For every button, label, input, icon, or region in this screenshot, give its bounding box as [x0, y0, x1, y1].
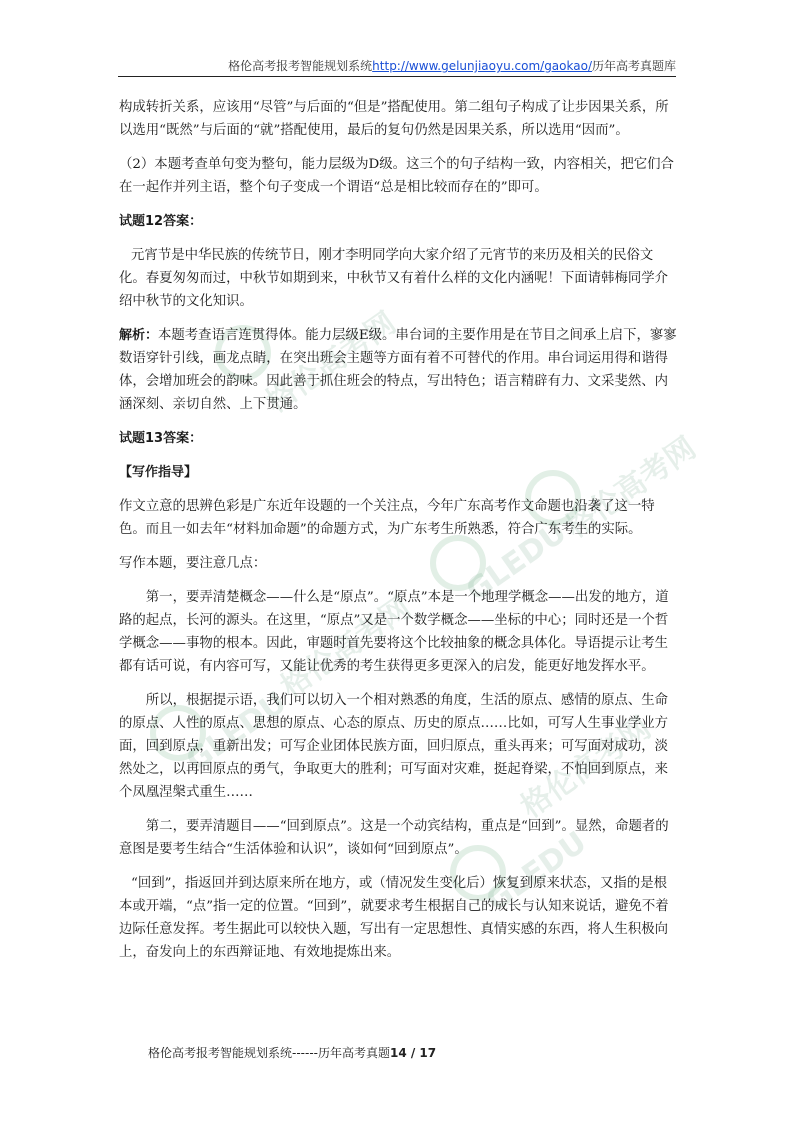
paragraph: 元宵节是中华民族的传统节日，刚才李明同学向大家介绍了元宵节的来历及相关的民俗文化。春夏匆匆而过，中秋节如期到来，中秋节又有着什么样的文化内涵呢！下面请韩梅同学介绍中秋节的文化知识。 [119, 248, 669, 309]
analysis-text: 本题考查语言连贯得体。能力层级E级。串台词的主要作用是在节目之间承上启下，寥寥数语穿针引线，画龙点睛，在突出班会主题等方面有着不可替代的作用。串台词运用得和谐得体，会增加班会的韵味。因此善于抓住班会的特点，写出特色；语言精辟有力、文采斐然、内涵深刻、亲切自然、上下贯通。 [119, 328, 677, 412]
analysis-label: 解析： [119, 328, 159, 343]
paragraph: 所以，根据提示语，我们可以切入一个相对熟悉的角度，生活的原点、感情的原点、生命的原点、人性的原点、思想的原点、心态的原点、历史的原点……比如，可写人生事业学业方面，回到原点，重新出发；可写企业团体民族方面，回归原点，重头再来；可写面对成功，淡然处之，以再回原点的勇气，争取更大的胜利；可写面对灾难，挺起脊梁，不怕回到原点，来个凤凰涅槃式重生…… [119, 693, 669, 800]
paragraph: “回到”，指返回并到达原来所在地方，或（情况发生变化后）恢复到原来状态，又指的是根本或开端，“点”指一定的位置。“回到”，就要求考生根据自己的成长与认知来说话，避免不着边际任意发挥。考生据此可以较快入题，写出有一定思想性、真情实感的东西，将人生积极向上，奋发向上的东西辩证地、有效地提炼出来。 [119, 876, 669, 960]
watermark-text: 格伦高考网 [514, 710, 658, 826]
watermark-latin: GLEDU [480, 824, 594, 919]
section-heading-guide: 【写作指导】 [119, 465, 198, 480]
paragraph: 第一，要弄清楚概念——什么是“原点”。“原点”本是一个地理学概念——出发的地方，道路的起点，长河的源头。在这里，“原点”又是一个数学概念——坐标的中心；同时还是一个哲学概念——事物的根本。因此，审题时首先要将这个比较抽象的概念具体化。导语提示让考生都有话可说，有内容可写，又能让优秀的考生获得更多更深入的启发，能更好地发挥水平。 [119, 590, 669, 674]
paragraph: 作文立意的思辨色彩是广东近年设题的一个关注点，今年广东高考作文命题也沿袭了这一特色。而且一如去年“材料加命题”的命题方式，为广东考生所熟悉，符合广东考生的实际。 [119, 499, 655, 537]
page-header [118, 58, 676, 74]
page-footer [148, 1044, 436, 1061]
watermark-text: 格伦高考网 [559, 430, 703, 546]
footer-text: 格伦高考报考智能规划系统------历年高考真题 [148, 1046, 390, 1060]
paragraph: 写作本题，要注意几点： [119, 556, 267, 571]
header-title: 格伦高考报考智能规划系统 [228, 59, 373, 73]
paragraph: 构成转折关系，应该用“尽管”与后面的“但是”搭配使用。第二组句子构成了让步因果关系，所以选用“既然”与后面的“就”搭配使用，最后的复句仍然是因果关系，所以选用“因而”。 [119, 100, 669, 138]
header-subtitle: 历年高考真题库 [591, 59, 676, 73]
watermark-latin: GLEDU [180, 684, 294, 779]
analysis-paragraph [119, 324, 679, 416]
section-heading-q12: 试题12答案： [119, 214, 203, 229]
paragraph: （2）本题考查单句变为整句，能力层级为D级。这三个的句子结构一致，内容相关，把它们合在一起作并列主语，整个句子变成一个谓语“总是相比较而存在的”即可。 [119, 157, 674, 195]
watermark-text: 格伦高考网 [274, 590, 418, 706]
header-link[interactable]: http://www.gelunjiaoyu.com/gaokao/ [372, 59, 592, 73]
header-divider [118, 76, 676, 77]
page-number: 14 / 17 [389, 1046, 437, 1060]
section-heading-q13: 试题13答案： [119, 431, 203, 446]
document-body [119, 96, 679, 964]
paragraph: 第二，要弄清题目——“回到原点”。这是一个动宾结构，重点是“回到”。显然，命题者的意图是要考生结合“生活体验和认识”，谈如何“回到原点”。 [119, 819, 669, 857]
watermark-latin: GLEDU [460, 514, 574, 609]
watermark-text: 格伦高考网 [259, 305, 403, 421]
